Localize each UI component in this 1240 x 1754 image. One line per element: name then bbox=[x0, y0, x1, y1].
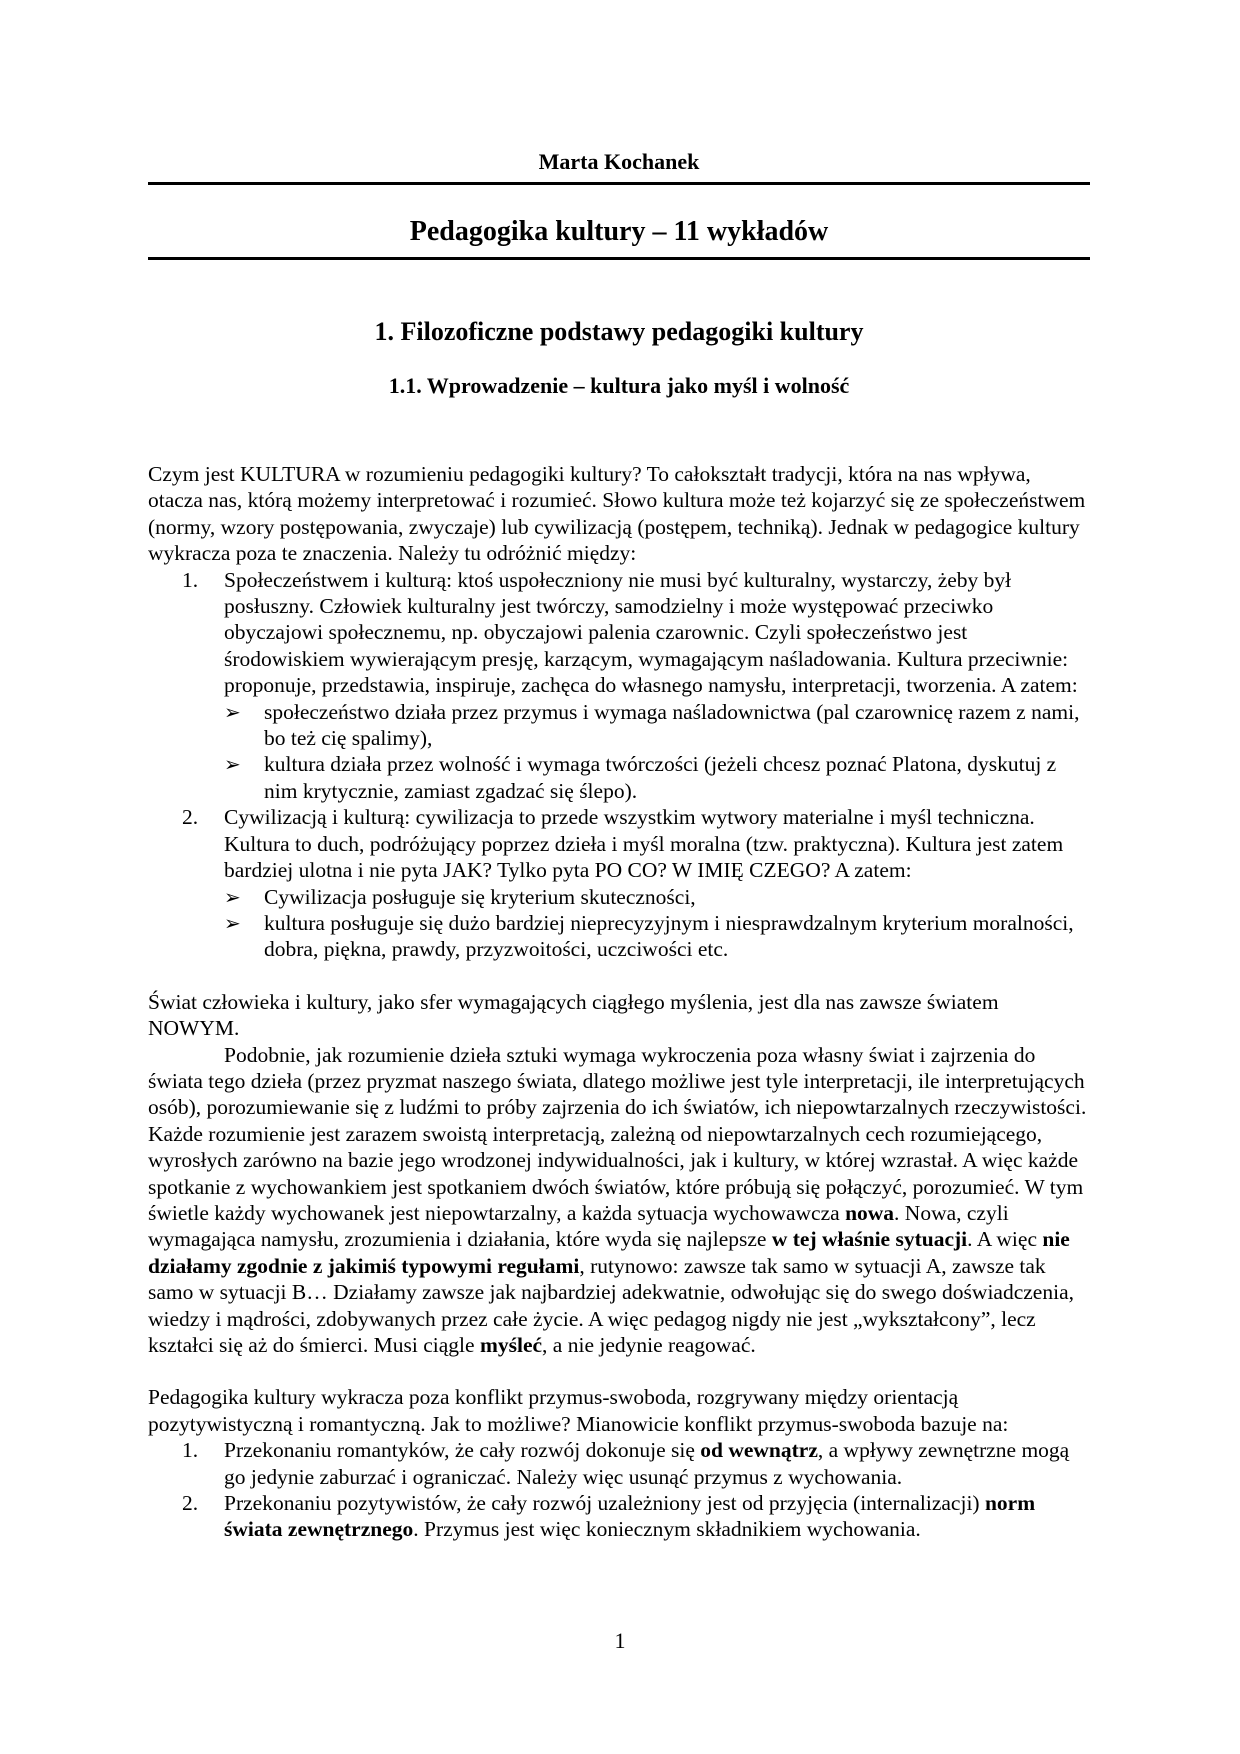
list-item bbox=[148, 1437, 1090, 1490]
conflict-list bbox=[148, 1437, 1090, 1543]
page-number: 1 bbox=[614, 1628, 626, 1653]
bold-run: w tej właśnie sytuacji bbox=[771, 1227, 968, 1252]
bold-run: nowa bbox=[845, 1200, 895, 1225]
bullet-list bbox=[224, 884, 1090, 963]
list-item bbox=[148, 567, 1090, 805]
bold-run: nie działamy zgodnie z jakimiś typowymi regułami bbox=[148, 1227, 1070, 1278]
text-run: , a nie jedynie reagować. bbox=[542, 1333, 756, 1357]
bullet-text: Cywilizacja posługuje się kryterium skuteczności, bbox=[264, 884, 696, 909]
text-run: . Przymus jest więc koniecznym składnikiem wychowania. bbox=[413, 1517, 921, 1542]
list-item-text: Cywilizacją i kulturą: cywilizacja to przede wszystkim wytwory materialne i myśl techniczna. Kultura to duch, podróżujący poprzez dzieła i myśl moralna (tzw. praktyczna). Kultura jest zatem bardziej ulotna i nie pyta JAK? Tylko pyta PO CO? W IMIĘ CZEGO? A zatem: bbox=[224, 805, 1064, 883]
text-run: . A więc bbox=[967, 1227, 1043, 1252]
bullet-text: społeczeństwo działa przez przymus i wymaga naśladownictwa (pal czarownicę razem z nami, bo też cię spalimy), bbox=[264, 699, 1080, 751]
list-item-text: Społeczeństwem i kulturą: ktoś uspołeczniony nie musi być kulturalny, wystarczy, żeby był posłuszny. Człowiek kulturalny jest twórczy, samodzielny i może występować przeciwko obyczajowi społecznemu, np. obyczajowi palenia czarownic. Czyli społeczeństwo jest środowiskiem wywierającym presję, karzącym, wymagającym naśladowania. Kultura przeciwnie: proponuje, przedstawia, inspiruje, zachęca do własnego namysłu, interpretacji, tworzenia. A zatem: bbox=[224, 567, 1078, 698]
list-number: 1. bbox=[182, 567, 199, 592]
text-run: , rutynowo: zawsze tak samo w sytuacji A, zawsze tak samo w sytuacji B… Działamy zawsze jak najbardziej adekwatnie, odwołując się do swego doświadczenia, wiedzy i mądrości, zdobywanych przez całe życie. A więc pedagog nigdy nie jest „wykształcony”, lecz kształci się aż do śmierci. Musi ciągle bbox=[148, 1253, 1074, 1357]
list-number: 2. bbox=[182, 1491, 199, 1516]
book-title: Pedagogika kultury – 11 wykładów bbox=[409, 216, 829, 247]
document-page bbox=[148, 148, 1090, 1543]
art-understanding-paragraph bbox=[148, 1042, 1090, 1359]
bullet-text: kultura działa przez wolność i wymaga twórczości (jeżeli chcesz poznać Platona, dyskutuj z nim krytycznie, zamiast zgadzać się ślepo). bbox=[264, 752, 1057, 803]
text-run: Przekonaniu pozytywistów, że cały rozwój uzależniony jest od przyjęcia (internalizacji) bbox=[224, 1491, 985, 1516]
text-run: Przekonaniu romantyków, że cały rozwój dokonuje się bbox=[224, 1438, 701, 1463]
bullet-item bbox=[224, 751, 1090, 804]
list-number: 1. bbox=[182, 1438, 199, 1463]
header-rule-top bbox=[148, 182, 1090, 185]
conflict-paragraph: Pedagogika kultury wykracza poza konflikt przymus-swoboda, rozgrywany między orientacją pozytywistyczną i romantyczną. Jak to możliwe? Mianowicie konflikt przymus-swoboda bazuje na: bbox=[148, 1385, 1009, 1436]
distinctions-list bbox=[148, 567, 1090, 963]
bold-run: myśleć bbox=[479, 1333, 543, 1357]
bullet-text: kultura posługuje się dużo bardziej nieprecyzyjnym i niesprawdzalnym kryterium moralności, dobra, piękna, prawdy, przyzwoitości, uczciwości etc. bbox=[264, 910, 1074, 962]
author-name: Marta Kochanek bbox=[538, 149, 700, 174]
text-run: Podobnie, jak rozumienie dzieła sztuki wymaga wykroczenia poza własny świat i zajrzenia do świata tego dzieła (przez pryzmat naszego świata, dlatego możliwe jest tyle interpretacji, ile interpretujących osób), porozumiewanie się z ludźmi to próby zajrzenia do ich światów, ich niepowtarzalnych rzeczywistości. Każde rozumienie jest zarazem swoistą interpretacją, zależną od niepowtarzalnych cech rozumiejącego, wyrosłych zarówno na bazie jego wrodzonej indywidualności, jak i kultury, w której wzrastał. A więc każde spotkanie z wychowankiem jest spotkaniem dwóch światów, które próbują się połączyć, porozumieć. W tym świetle każdy wychowanek jest niepowtarzalny, a każda sytuacja wychowawcza bbox=[148, 1042, 1087, 1225]
bold-run: norm świata zewnętrznego bbox=[224, 1491, 1036, 1542]
arrowhead-bullet-icon: ➢ bbox=[224, 884, 241, 909]
header-rule-bottom bbox=[148, 257, 1090, 260]
arrowhead-bullet-icon: ➢ bbox=[224, 699, 241, 724]
list-item bbox=[148, 1490, 1090, 1543]
list-number: 2. bbox=[182, 805, 199, 830]
list-item bbox=[148, 804, 1090, 962]
new-world-paragraph: Świat człowieka i kultury, jako sfer wymagających ciągłego myślenia, jest dla nas zawsze światem NOWYM. bbox=[148, 989, 999, 1041]
arrowhead-bullet-icon: ➢ bbox=[224, 752, 241, 777]
intro-paragraph: Czym jest KULTURA w rozumieniu pedagogiki kultury? To całokształt tradycji, która na nas wpływa, otacza nas, którą możemy interpretować i rozumieć. Słowo kultura może też kojarzyć się ze społeczeństwem (normy, wzory postępowania, zwyczaje) lub cywilizacją (postępem, techniką). Jednak w pedagogice kultury wykracza poza te znaczenia. Należy tu odróżnić między: bbox=[148, 462, 1086, 566]
section-heading: 1.1. Wprowadzenie – kultura jako myśl i wolność bbox=[388, 373, 850, 398]
bullet-item bbox=[224, 699, 1090, 752]
bullet-item bbox=[224, 910, 1090, 963]
arrowhead-bullet-icon: ➢ bbox=[224, 910, 241, 935]
text-run: . Nowa, czyli wymagająca namysłu, zrozumienia i działania, które wyda się najlepsze bbox=[148, 1200, 1009, 1252]
bullet-list bbox=[224, 699, 1090, 805]
bold-run: od wewnątrz bbox=[700, 1438, 818, 1463]
chapter-heading: 1. Filozoficzne podstawy pedagogiki kultury bbox=[374, 317, 864, 346]
text-run: , a wpływy zewnętrzne mogą go jedynie zaburzać i ograniczać. Należy więc usunąć przymus z wychowania. bbox=[224, 1438, 1070, 1489]
bullet-item bbox=[224, 884, 1090, 910]
